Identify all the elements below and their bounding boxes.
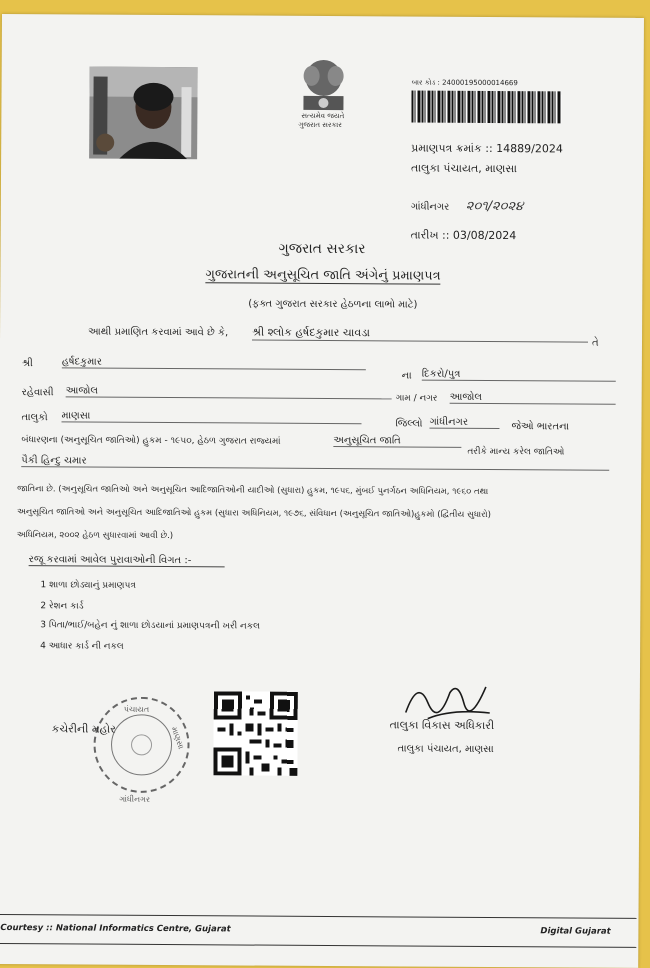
document-item: 4 આધાર કાર્ડ ની નકલ (40, 641, 124, 652)
village-value: આજોલ (450, 392, 616, 405)
qr-code-icon (213, 691, 298, 776)
taluka-label: તાલુકો (21, 412, 48, 424)
government-title: ગુજરાત સરકાર (278, 240, 366, 258)
constitution-text: બંધારણના (અનુસૂચિત જાતિઓ) હુકમ - ૧૯૫૦, હેઠળ ગુજરાત રાજ્યમાં (21, 435, 281, 447)
place: ગાંધીનગર (410, 201, 450, 213)
district-label: જિલ્લો (395, 418, 423, 430)
recognized-castes-text: તરીકે માન્ય કરેલ જાતિઓ (467, 446, 565, 458)
certificate-title: ગુજરાતની અનુસૂચિત જાતિ અંગેનું પ્રમાણપત્ર (205, 267, 441, 284)
documents-heading: રજૂ કરવામાં આવેલ પુરાવાઓની વિગત :- (29, 554, 225, 567)
te-text: તે (591, 337, 599, 349)
village-label: ગામ / નગર (395, 393, 438, 404)
who-text: જેઓ ભારતના (511, 421, 570, 433)
shri-label: શ્રી (21, 358, 33, 370)
issue-date: તારીખ :: 03/08/2024 (410, 228, 517, 243)
intro-text: આથી પ્રમાણિત કરવામાં આવે છે કે, (88, 326, 229, 339)
seal-text-right: માણસા (169, 725, 186, 751)
certificate-subtitle: (ફક્ત ગુજરાત સરકાર હેઠળના લાભો માટે) (248, 298, 418, 311)
office-seal-label: કચેરીની મહોર (51, 722, 116, 736)
signatory-title: તાલુકા વિકાસ અધિકારી (389, 718, 495, 733)
legal-paragraph-line-3: અધિનિયમ, ૨૦૦૨ હેઠળ સુધારવામાં આવી છે.) (16, 530, 174, 542)
document-item: 2 રેશન કાર્ડ (40, 601, 84, 612)
scheduled-caste-text: અનુસૂચિત જાતિ (333, 435, 461, 448)
caste-name: પૈકી હિન્દુ ચમાર (21, 455, 609, 471)
portrait-photo-icon (89, 67, 198, 160)
barcode-label: બાર કોડ : 24000195000014669 (411, 78, 518, 88)
handwritten-number: ૨૦૧/૨૦૨૪ (465, 198, 524, 215)
district-value: ગાંધીનગર (429, 417, 499, 429)
legal-paragraph-line-1: જાતિના છે. (અનુસૂચિત જાતિઓ અને અનુસૂચિત આદિજાતિઓની યાદીઓ (સુધારા) હુકમ, ૧૯૫૬, મુંબઈ પુનર્ગઠન અધિનિયમ, ૧૯૬૦ તથા (17, 484, 489, 497)
resident-label: રહેવાસી (21, 387, 54, 399)
seal-text-top: પંચાયત (123, 704, 150, 714)
na-text: ના (401, 370, 412, 382)
footer-courtesy: Courtesy :: National Informatics Centre, Gujarat (0, 923, 231, 935)
certificate-paper (0, 14, 644, 968)
footer-bar (0, 914, 636, 948)
signatory-office: તાલુકા પંચાયત, માણસા (397, 743, 494, 756)
holder-name: શ્રી શ્લોક હર્ષદકુમાર ચાવડા (252, 326, 588, 343)
father-name: હર્ષદકુમાર (62, 356, 366, 370)
relation: દિકરો/પુત્ર (422, 369, 616, 382)
document-item: 3 પિતા/ભાઈ/બહેન નું શાળા છોડયાનાં પ્રમાણપત્રની ખરી નકલ (40, 620, 260, 632)
legal-paragraph-line-2: અનુસૂચિત જાતિઓ અને અનુસૂચિત આદિજાતિઓ હુકમ (સુધારા અધિનિયમ, ૧૯૭૬, સંવિધાન (અનુસૂચિત જાતિઓ)હુકમો (દ્વિતીય સુધારો) (16, 507, 492, 520)
emblem-caption-2: ગુજરાત સરકાર (298, 120, 342, 130)
seal-text-bottom: ગાંધીનગર (119, 794, 151, 804)
resident-value: આજોલ (66, 385, 392, 399)
taluka-value: માણસા (62, 410, 362, 424)
issuing-office: તાલુકા પંચાયત, માણસા (411, 161, 517, 176)
document-item: 1 શાળા છોડ્યાનું પ્રમાણપત્ર (40, 580, 136, 591)
barcode-icon (411, 91, 561, 124)
certificate-number: પ્રમાણપત્ર ક્રમાંક :: 14889/2024 (411, 141, 563, 156)
footer-brand: Digital Gujarat (540, 926, 611, 937)
emblem-caption-1: સત્યમેવ જયતે (301, 111, 345, 121)
